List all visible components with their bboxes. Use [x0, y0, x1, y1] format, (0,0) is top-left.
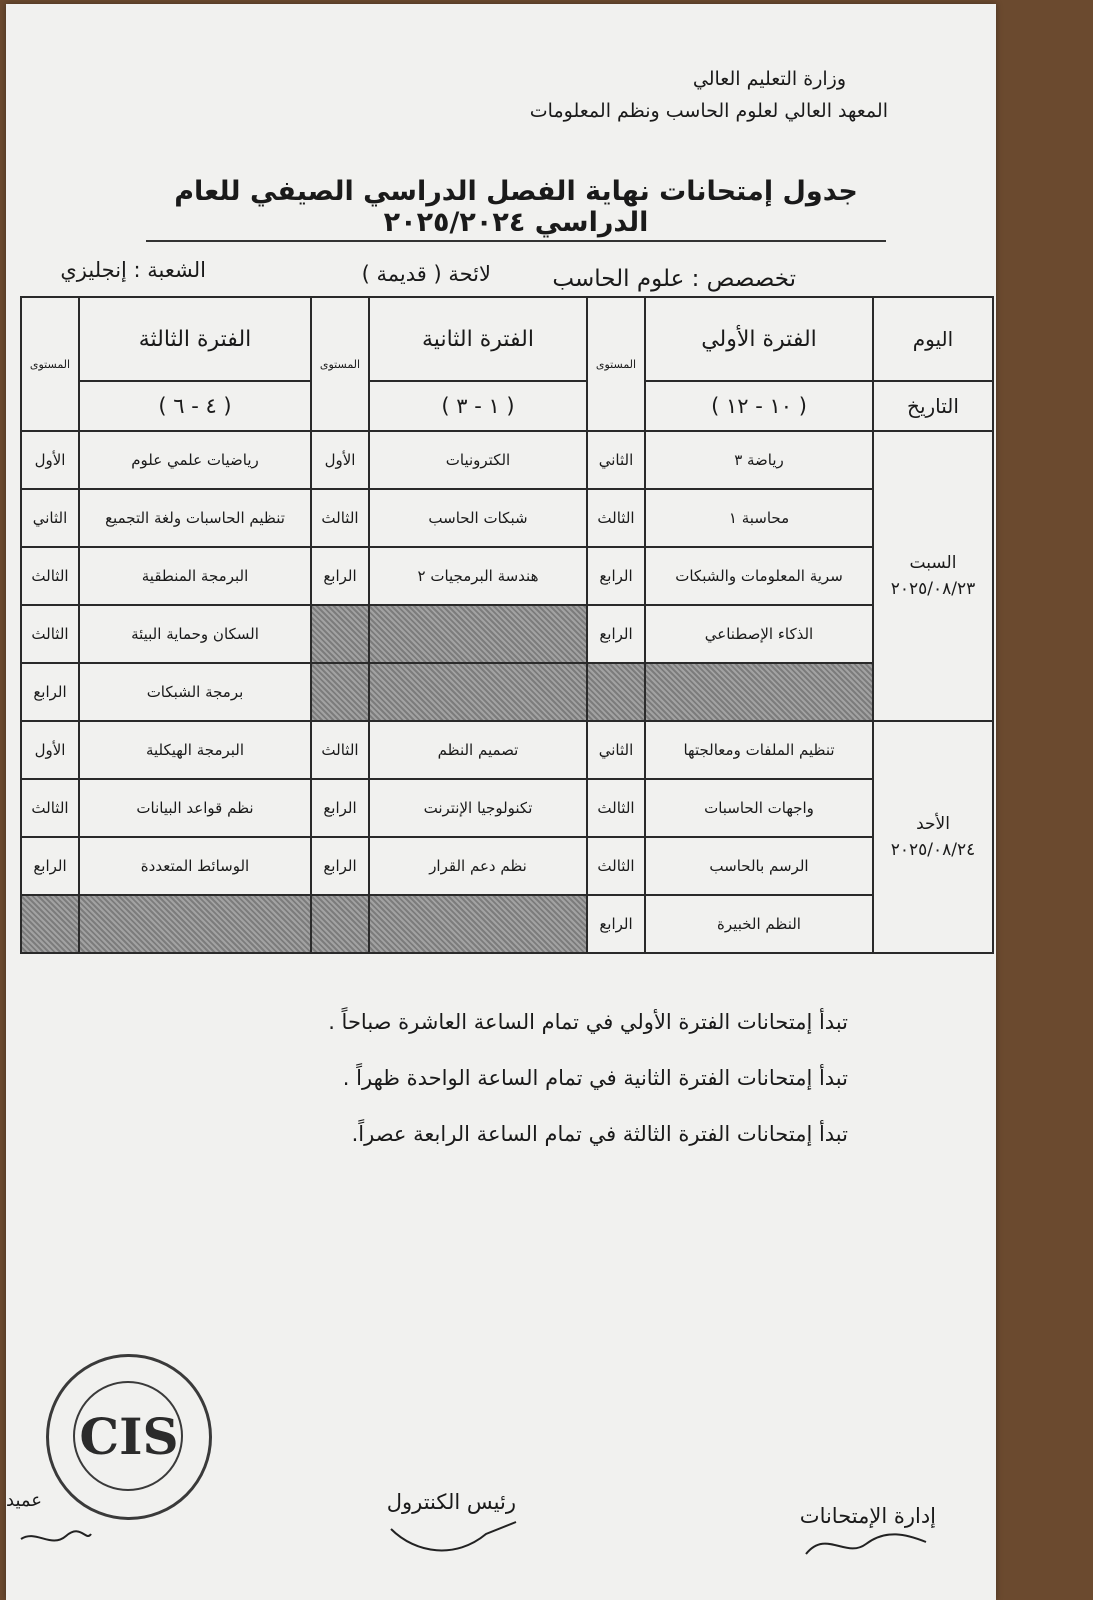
table-row: [21, 431, 993, 489]
level-header-3: المستوى: [21, 297, 79, 431]
level-cell: الثالث: [21, 547, 79, 605]
exams-admin-signature: [796, 1524, 936, 1564]
level-cell: الرابع: [587, 895, 645, 953]
empty-shaded-cell: [645, 663, 873, 721]
paper-sheet: [6, 4, 996, 1600]
level-cell: الأول: [21, 721, 79, 779]
table-row: [21, 837, 993, 895]
level-cell: الثالث: [587, 779, 645, 837]
empty-shaded-cell: [79, 895, 311, 953]
day-date: ٢٠٢٥/٠٨/٢٤: [890, 840, 976, 860]
table-row: [21, 489, 993, 547]
subject-cell: الذكاء الإصطناعي: [645, 605, 873, 663]
table-row: [21, 721, 993, 779]
note-period-2: تبدأ إمتحانات الفترة الثانية في تمام الساعة الواحدة ظهراً .: [342, 1066, 848, 1090]
subject-cell: تكنولوجيا الإنترنت: [369, 779, 587, 837]
table-row: [21, 605, 993, 663]
date-header: التاريخ: [873, 381, 993, 431]
level-cell: الثاني: [21, 489, 79, 547]
empty-shaded-cell: [369, 605, 587, 663]
control-head-label: رئيس الكنترول: [386, 1490, 516, 1514]
empty-shaded-cell: [21, 895, 79, 953]
subject-cell: الوسائط المتعددة: [79, 837, 311, 895]
level-cell: الثاني: [587, 431, 645, 489]
subject-cell: رياضة ٣: [645, 431, 873, 489]
subject-cell: نظم دعم القرار: [369, 837, 587, 895]
subject-cell: تنظيم الحاسبات ولغة التجميع: [79, 489, 311, 547]
dean-signature: [16, 1524, 96, 1554]
level-cell: الرابع: [587, 605, 645, 663]
empty-shaded-cell: [311, 605, 369, 663]
level-cell: الرابع: [21, 663, 79, 721]
empty-shaded-cell: [587, 663, 645, 721]
empty-shaded-cell: [311, 663, 369, 721]
table-row: [21, 895, 993, 953]
day-name: الأحد: [916, 814, 950, 834]
period-3-header: الفترة الثالثة: [79, 297, 311, 381]
period-1-time: ( ١٠ - ١٢ ): [645, 381, 873, 431]
level-cell: الرابع: [311, 547, 369, 605]
level-cell: الأول: [311, 431, 369, 489]
empty-shaded-cell: [311, 895, 369, 953]
subject-cell: السكان وحماية البيئة: [79, 605, 311, 663]
subject-cell: هندسة البرمجيات ٢: [369, 547, 587, 605]
ministry-name: وزارة التعليم العالي: [692, 68, 846, 90]
control-head-signature: [386, 1514, 526, 1564]
empty-shaded-cell: [369, 895, 587, 953]
level-cell: الثاني: [587, 721, 645, 779]
subject-cell: البرمجة المنطقية: [79, 547, 311, 605]
stamp-logo: CIS: [79, 1407, 179, 1466]
level-cell: الثالث: [587, 837, 645, 895]
empty-shaded-cell: [369, 663, 587, 721]
regulation: لائحة ( قديمة ): [361, 262, 491, 286]
level-cell: الرابع: [587, 547, 645, 605]
page-title: جدول إمتحانات نهاية الفصل الدراسي الصيفي للعام الدراسي ٢٠٢٥/٢٠٢٤: [146, 176, 886, 242]
subject-cell: واجهات الحاسبات: [645, 779, 873, 837]
exams-admin-label: إدارة الإمتحانات: [799, 1504, 936, 1528]
level-cell: الثالث: [21, 779, 79, 837]
division: الشعبة : إنجليزي: [60, 258, 206, 282]
subject-cell: رياضيات علمي علوم: [79, 431, 311, 489]
header-row-periods: [21, 297, 993, 381]
period-1-header: الفترة الأولي: [645, 297, 873, 381]
level-cell: الثالث: [587, 489, 645, 547]
level-cell: الثالث: [21, 605, 79, 663]
subject-cell: الرسم بالحاسب: [645, 837, 873, 895]
level-header-2: المستوى: [311, 297, 369, 431]
level-cell: الثالث: [311, 721, 369, 779]
level-cell: الرابع: [311, 837, 369, 895]
note-period-3: تبدأ إمتحانات الفترة الثالثة في تمام الساعة الرابعة عصراً.: [351, 1122, 848, 1146]
table-row: [21, 547, 993, 605]
subject-cell: النظم الخبيرة: [645, 895, 873, 953]
day-cell-saturday: [873, 431, 993, 721]
day-date: ٢٠٢٥/٠٨/٢٣: [890, 579, 976, 599]
subject-cell: سرية المعلومات والشبكات: [645, 547, 873, 605]
table-row: [21, 663, 993, 721]
institute-name: المعهد العالي لعلوم الحاسب ونظم المعلومات: [529, 100, 888, 122]
level-cell: الرابع: [311, 779, 369, 837]
period-3-time: ( ٤ - ٦ ): [79, 381, 311, 431]
level-cell: الأول: [21, 431, 79, 489]
level-header-1: المستوى: [587, 297, 645, 431]
specialty: تخصصص : علوم الحاسب: [552, 266, 796, 292]
official-stamp: [46, 1354, 212, 1520]
day-cell-sunday: [873, 721, 993, 953]
note-period-1: تبدأ إمتحانات الفترة الأولي في تمام الساعة العاشرة صباحاً .: [328, 1010, 848, 1034]
period-2-header: الفترة الثانية: [369, 297, 587, 381]
header-row-times: [21, 381, 993, 431]
subject-cell: تنظيم الملفات ومعالجتها: [645, 721, 873, 779]
subject-cell: محاسبة ١: [645, 489, 873, 547]
period-2-time: ( ١ - ٣ ): [369, 381, 587, 431]
day-name: السبت: [909, 553, 957, 573]
dean-label: عميد: [6, 1490, 43, 1511]
subject-cell: البرمجة الهيكلية: [79, 721, 311, 779]
level-cell: الرابع: [21, 837, 79, 895]
day-header: اليوم: [873, 297, 993, 381]
subject-cell: نظم قواعد البيانات: [79, 779, 311, 837]
subject-cell: تصميم النظم: [369, 721, 587, 779]
subject-cell: شبكات الحاسب: [369, 489, 587, 547]
subject-cell: الكترونيات: [369, 431, 587, 489]
level-cell: الثالث: [311, 489, 369, 547]
table-row: [21, 779, 993, 837]
exam-schedule-table: [20, 296, 994, 954]
subject-cell: برمجة الشبكات: [79, 663, 311, 721]
